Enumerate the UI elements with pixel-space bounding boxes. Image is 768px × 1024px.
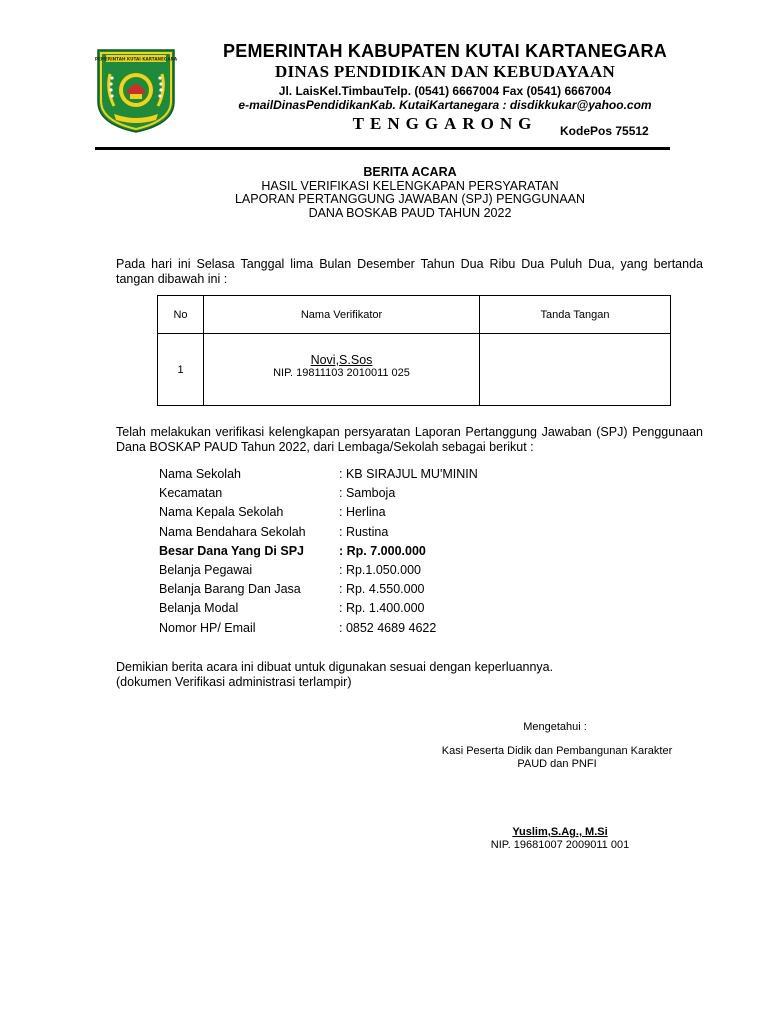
detail-label: Kecamatan <box>159 486 223 501</box>
letterhead-divider <box>95 147 670 150</box>
detail-value: : Rustina <box>339 524 389 539</box>
agency-email: e-mailDinasPendidikanKab. KutaiKartanegara : disdikkukar@yahoo.com <box>238 98 652 112</box>
header-no: No <box>158 296 204 334</box>
detail-label: Nomor HP/ Email <box>159 620 256 635</box>
title-line-2: HASIL VERIFIKASI KELENGKAPAN PERSYARATAN <box>261 178 559 193</box>
svg-text:PEMERINTAH KUTAI KARTANEGARA: PEMERINTAH KUTAI KARTANEGARA <box>94 56 178 62</box>
detail-row <box>159 465 659 484</box>
signatory-name: Yuslim,S.Ag., M.Si <box>512 826 608 838</box>
postal-code: KodePos 75512 <box>560 124 649 138</box>
detail-value: : Samboja <box>339 486 396 501</box>
detail-row <box>159 599 659 618</box>
detail-row <box>159 619 659 638</box>
detail-row <box>159 523 659 542</box>
detail-label: Nama Bendahara Sekolah <box>159 524 306 539</box>
government-name: PEMERINTAH KABUPATEN KUTAI KARTANEGARA <box>223 41 667 61</box>
detail-label: Besar Dana Yang Di SPJ <box>159 543 304 558</box>
signature-cell <box>480 334 671 406</box>
agency-address: Jl. LaisKel.TimbauTelp. (0541) 6667004 Fax (0541) 6667004 <box>278 84 612 98</box>
closing-line-2: (dokumen Verifikasi administrasi terlampir) <box>116 675 352 689</box>
verifier-name: Novi,S.Sos <box>310 352 373 367</box>
title-line-1: BERITA ACARA <box>363 165 457 179</box>
detail-row <box>159 561 659 580</box>
signatory-position <box>412 745 702 771</box>
detail-value: : Rp. 1.400.000 <box>339 601 425 616</box>
detail-label: Belanja Pegawai <box>159 562 253 577</box>
detail-row <box>159 484 659 503</box>
verifier-nip: NIP. 19811103 2010011 025 <box>273 366 410 379</box>
letterhead <box>190 40 700 135</box>
table-row <box>158 334 671 406</box>
agency-name: DINAS PENDIDIKAN DAN KEBUDAYAAN <box>274 62 616 81</box>
closing-line-1: Demikian berita acara ini dibuat untuk digunakan sesuai dengan keperluannya. <box>116 660 554 674</box>
detail-label: Nama Sekolah <box>159 467 241 481</box>
detail-row <box>159 503 659 522</box>
verifier-table <box>157 295 671 406</box>
table-header-row <box>158 296 671 334</box>
header-verifier-name: Nama Verifikator <box>204 296 480 334</box>
opening-paragraph: Pada hari ini Selasa Tanggal lima Bulan Desember Tahun Dua Ribu Dua Puluh Dua, yang bertanda tangan dibawah ini : <box>116 257 703 286</box>
position-line-2: PAUD dan PNFI <box>517 758 597 770</box>
detail-value: : Rp.1.050.000 <box>339 562 422 577</box>
detail-row <box>159 580 659 599</box>
detail-label: Belanja Barang Dan Jasa <box>159 582 301 597</box>
header-signature: Tanda Tangan <box>480 296 671 334</box>
detail-value: : Rp. 4.550.000 <box>339 582 425 597</box>
detail-label: Nama Kepala Sekolah <box>159 505 284 520</box>
position-line-1: Kasi Peserta Didik dan Pembangunan Karakter <box>441 745 673 757</box>
detail-value: : Herlina <box>339 505 386 520</box>
detail-value: : 0852 4689 4622 <box>339 620 437 635</box>
signatory-nip: NIP. 19681007 2009011 001 <box>490 839 630 851</box>
title-line-4: DANA BOSKAB PAUD TAHUN 2022 <box>308 205 512 220</box>
verifier-cell <box>204 334 480 406</box>
detail-value: : Rp. 7.000.000 <box>339 543 426 558</box>
document-title <box>100 166 720 220</box>
detail-value: : KB SIRAJUL MU'MININ <box>339 467 478 481</box>
school-details <box>159 465 659 638</box>
detail-row-total <box>159 542 659 561</box>
statement-paragraph: Telah melakukan verifikasi kelengkapan persyaratan Laporan Pertanggung Jawaban (SPJ) Penggunaan Dana BOSKAP PAUD Tahun 2022, dari Lembaga/Sekolah sebagai berikut : <box>116 425 703 454</box>
row-number: 1 <box>158 334 204 406</box>
city-name: TENGGARONG <box>352 114 538 133</box>
title-line-3: LAPORAN PERTANGGUNG JAWABAN (SPJ) PENGGUNAAN <box>234 192 586 206</box>
detail-label: Belanja Modal <box>159 601 239 616</box>
acknowledged-label: Mengetahui : <box>523 721 587 733</box>
closing-paragraph <box>116 660 703 690</box>
regency-emblem-logo <box>92 44 180 134</box>
